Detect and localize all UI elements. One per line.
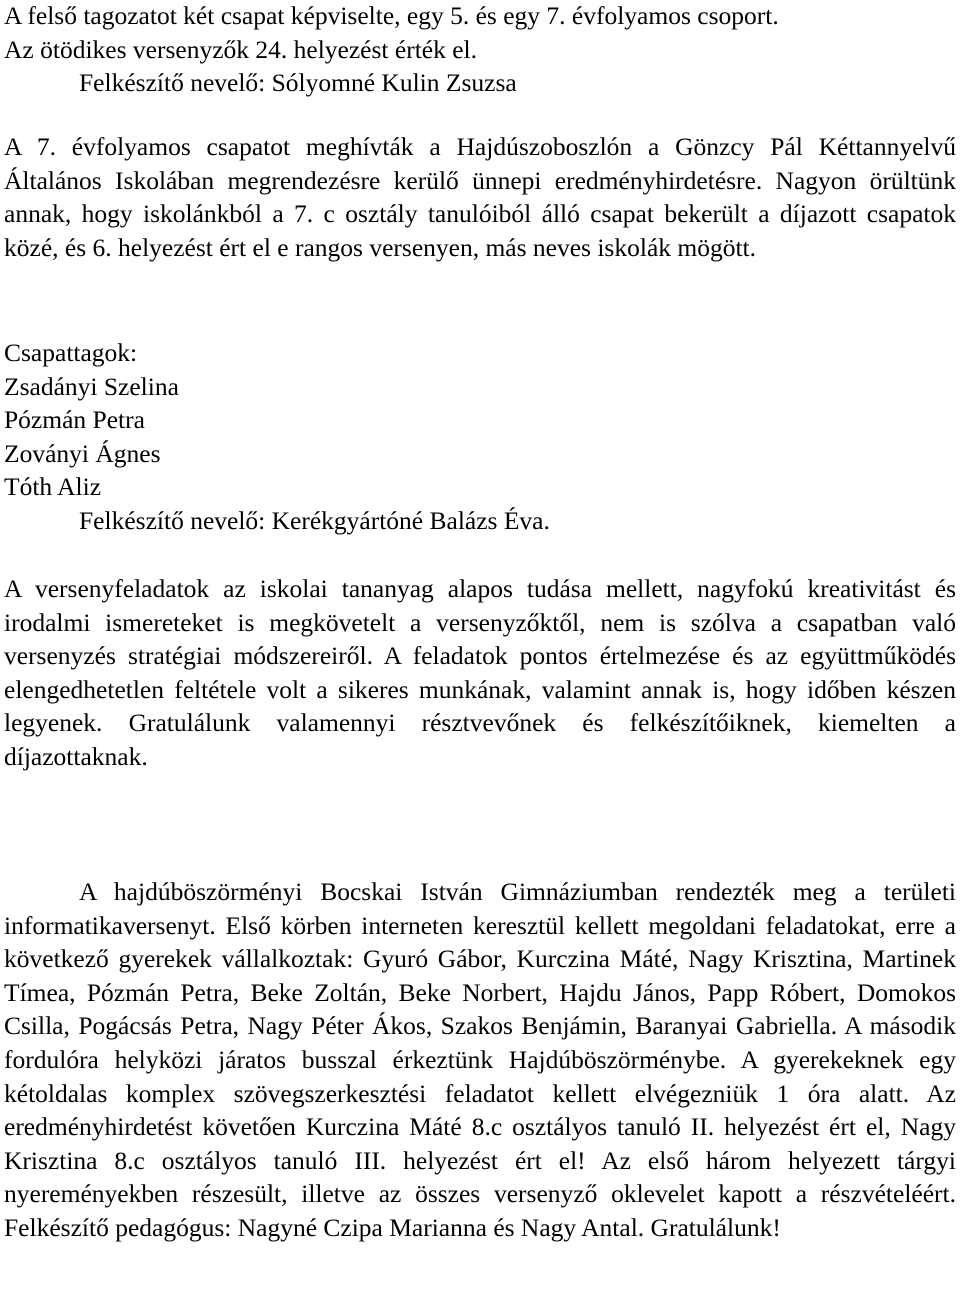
intro-line-1: A felső tagozatot két csapat képviselte, egy 5. és egy 7. évfolyamos csoport.: [4, 1, 779, 30]
team-heading: Csapattagok:: [4, 338, 138, 367]
gonzcy-paragraph: A 7. évfolyamos csapatot meghívták a Hajdúszoboszlón a Gönzcy Pál Kéttannyelvű Általános Iskolában megrendezésre kerülő ünnepi eredményhirdetésre. Nagyon örültünk annak, hogy iskolánkból a 7. c osztály tanulóiból álló csapat bekerült a díjazott csapatok közé, és 6. helyezést ért el e rangos versenyen, más neves iskolák mögött.: [4, 132, 956, 262]
team-member: Tóth Aliz: [4, 472, 102, 502]
team-section: [4, 336, 956, 538]
intro-section: [4, 0, 956, 100]
bocskai-paragraph: A hajdúböszörményi Bocskai István Gimnáziumban rendezték meg a területi informatikaversenyt. Első körben interneten keresztül kellett megoldani feladatokat, erre a következő gyerekek vállalkoztak: Gyuró Gábor, Kurczina Máté, Nagy Krisztina, Martinek Tímea, Pózmán Petra, Beke Zoltán, Beke Norbert, Hajdu János, Papp Róbert, Domokos Csilla, Pogácsás Petra, Nagy Péter Ákos, Szakos Benjámin, Baranyai Gabriella. A második fordulóra helyközi járatos busszal érkeztünk Hajdúböszörménybe. A gyerekeknek egy kétoldalas komplex szövegszerkesztési feladatot kellett elvégezniük 1 óra alatt. Az eredményhirdetést követően Kurczina Máté 8.c osztályos tanuló II. helyezést ért el, Nagy Krisztina 8.c osztályos tanuló III. helyezést ért el! Az első három helyezett tárgyi nyereményekben részesült, illetve az összes versenyző oklevelet kapott a részvételéért. Felkészítő pedagógus: Nagyné Czipa Marianna és Nagy Antal. Gratulálunk!: [4, 877, 956, 1242]
team-member: Zoványi Ágnes: [4, 438, 161, 468]
team-member: Zsadányi Szelina: [4, 371, 179, 401]
team-coach-line: Felkészítő nevelő: Kerékgyártóné Balázs Éva.: [79, 505, 550, 535]
tasks-paragraph: A versenyfeladatok az iskolai tananyag alapos tudása mellett, nagyfokú kreativitást és irodalmi ismereteket is megkövetelt a versenyzőktől, nem is szólva a csapatban való versenyzés stratégiai módszereiről. A feladatok pontos értelmezése és az együttműködés elengedhetetlen feltétele volt a sikeres munkának, valamint annak is, hogy időben készen legyenek. Gratulálunk valamennyi résztvevőnek és felkészítőiknek, kiemelten a díjazottaknak.: [4, 574, 956, 771]
intro-coach-line: Felkészítő nevelő: Sólyomné Kulin Zsuzsa: [79, 68, 517, 97]
team-member: Pózmán Petra: [4, 405, 145, 435]
intro-line-2: Az ötödikes versenyzők 24. helyezést érték el.: [4, 34, 477, 64]
